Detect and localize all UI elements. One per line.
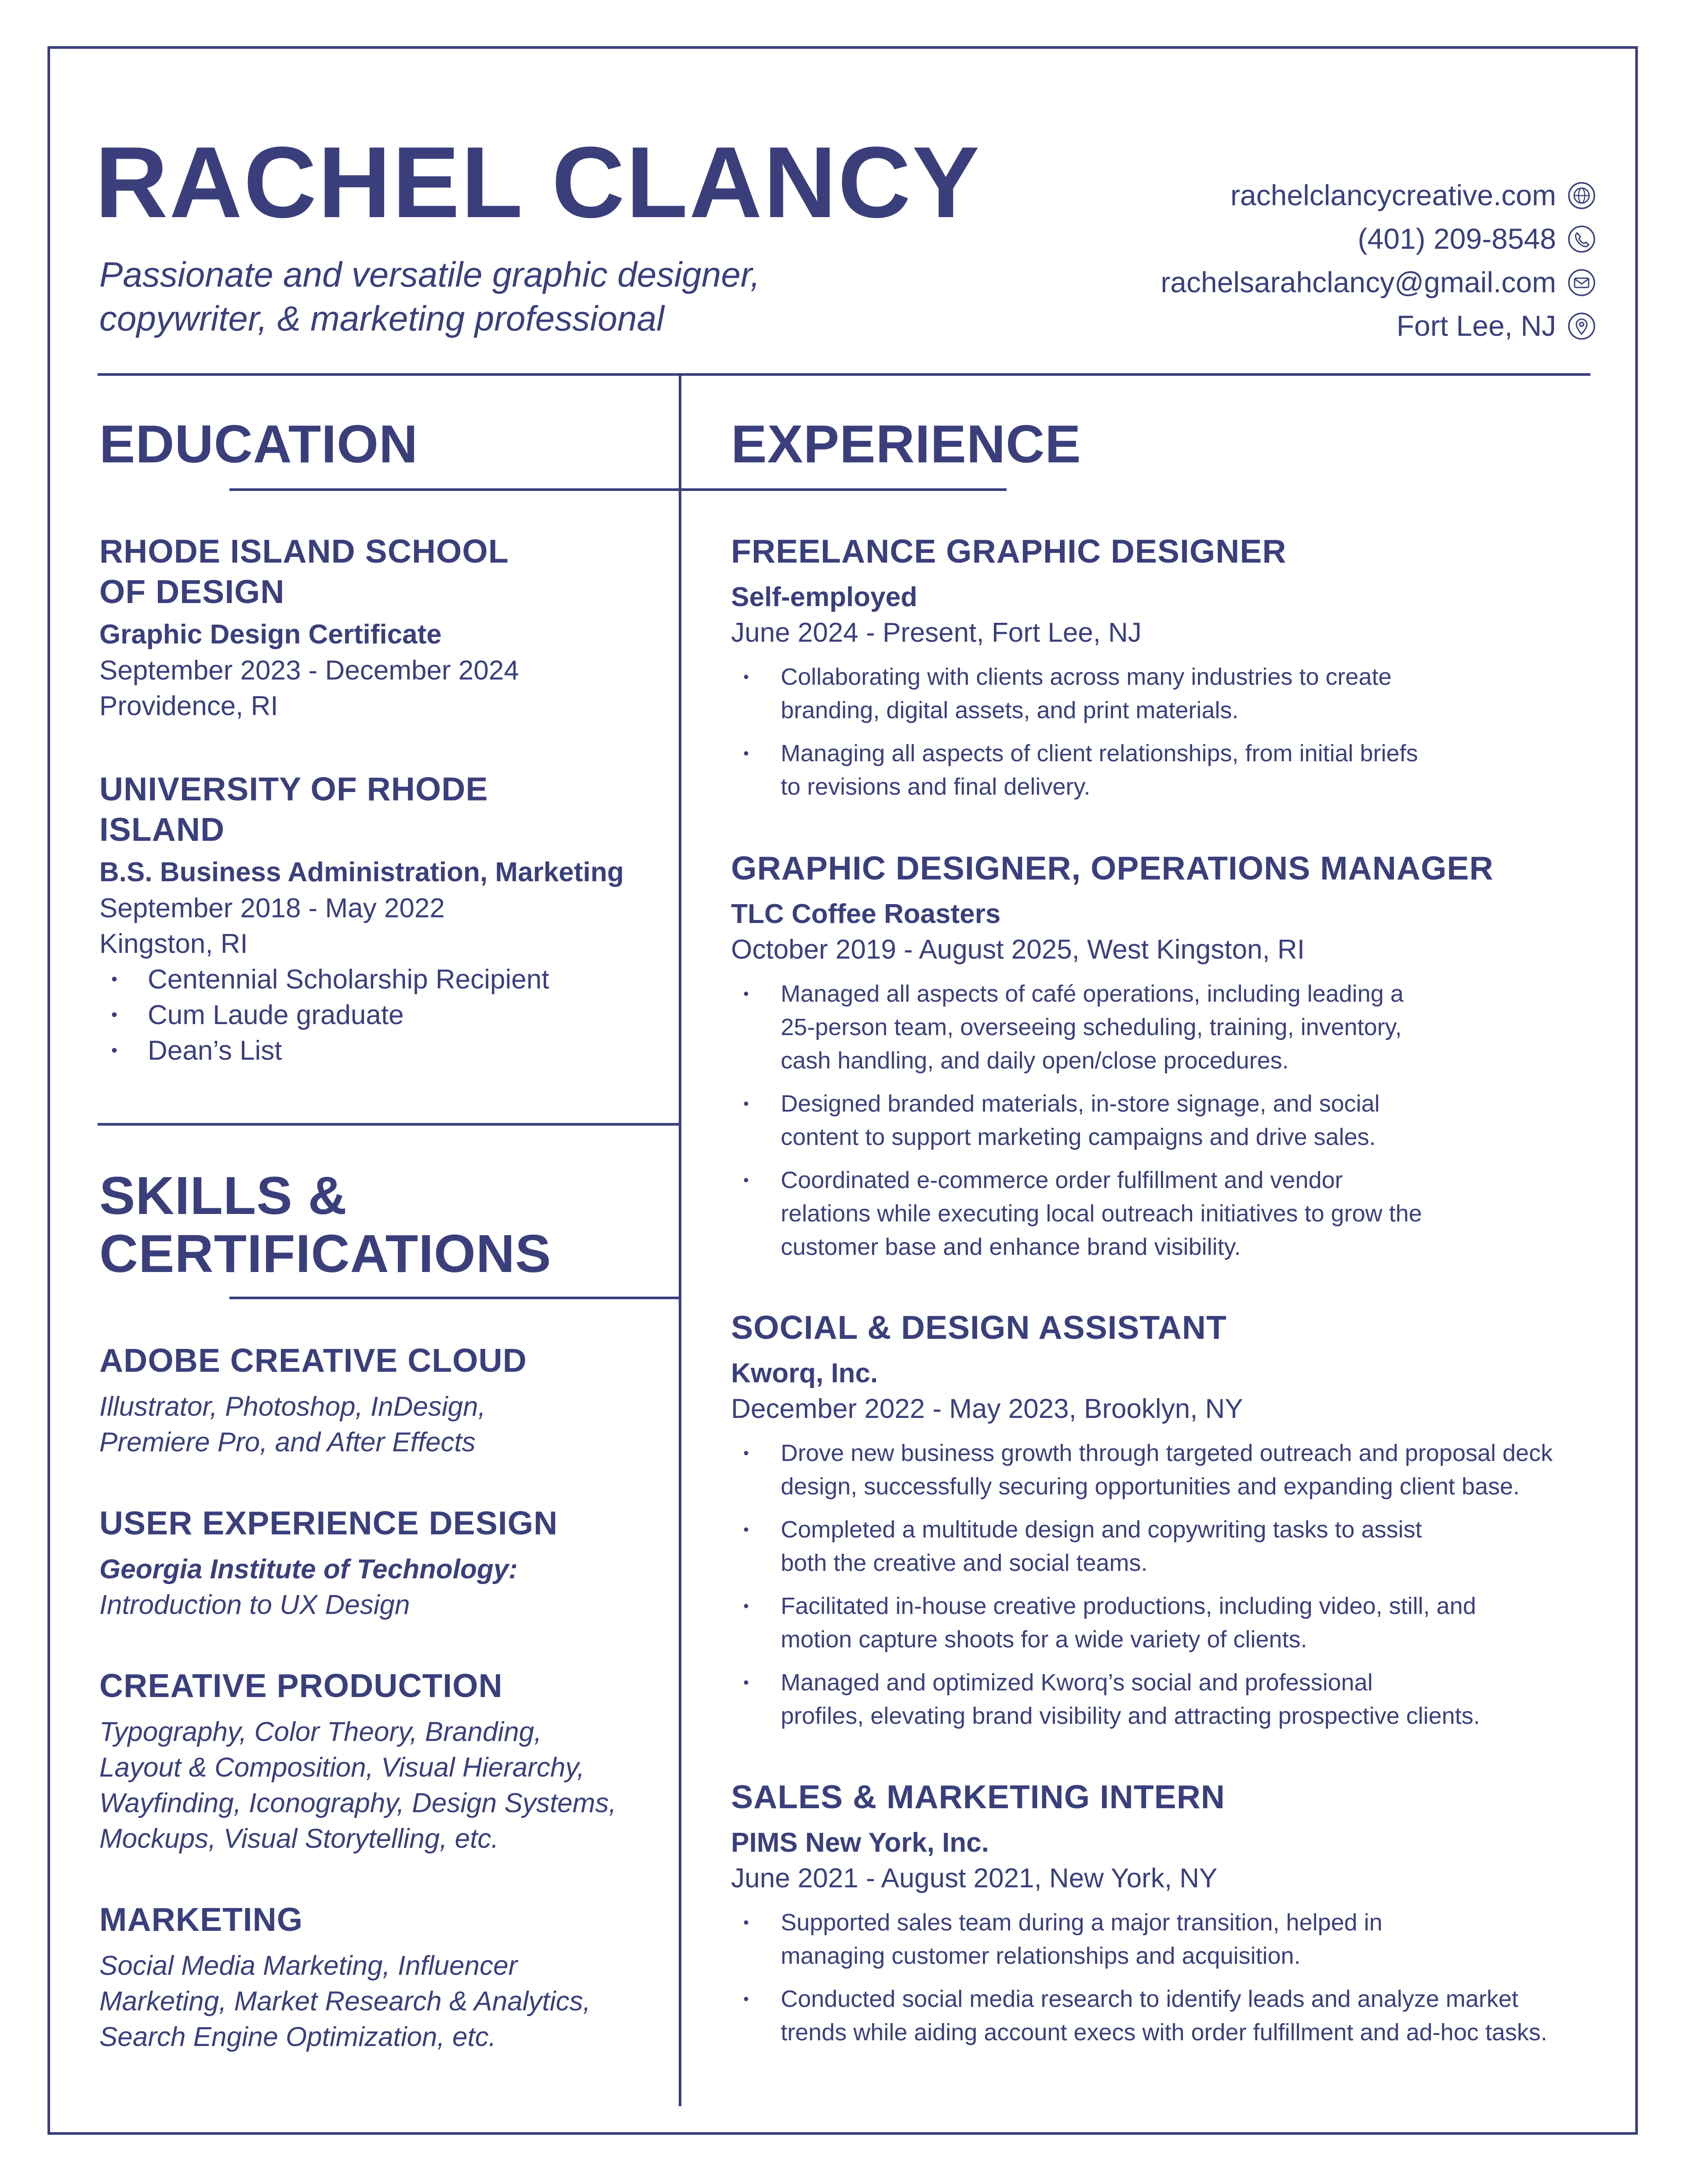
tagline-line: Passionate and versatile graphic designer, [99,255,760,294]
globe-icon [1568,182,1596,210]
list-item: • Dean’s List [111,1035,282,1066]
list-item: • Completed a multitude design and copywriting tasks to assist both the creative and social teams. [743,1516,1422,1577]
list-item: • Facilitated in-house creative productions, including video, still, and motion capture shoots for a wide variety of clients. [743,1593,1476,1653]
honor-text: Cum Laude graduate [148,999,404,1030]
list-item: • Cum Laude graduate [111,999,404,1030]
bullet-text: Supported sales team during a major transition, helped in managing customer relationships and acquisition. [781,1909,1382,1970]
job-bullets [731,1906,1610,2049]
education-entry [99,531,671,724]
phone-text[interactable]: (401) 209-8548 [1357,222,1556,255]
job-role: GRAPHIC DESIGNER, OPERATIONS MANAGER [731,850,1494,887]
job-role: SOCIAL & DESIGN ASSISTANT [731,1309,1227,1346]
list-item: • Supported sales team during a major transition, helped in managing customer relationships and acquisition. [743,1909,1382,1970]
skills-heading [99,1167,671,1283]
location-text: Fort Lee, NJ [1396,309,1556,342]
list-item: • Centennial Scholarship Recipient [111,964,549,995]
bullet-text: Managed and optimized Kworq’s social and professional profiles, elevating brand visibility and attracting prospective clients. [781,1669,1480,1730]
column-divider [679,374,681,2106]
contact-block [1160,174,1596,348]
mail-icon [1568,269,1596,297]
tagline [99,253,760,341]
skill-group [99,1503,671,1623]
skill-title: ADOBE CREATIVE CLOUD [99,1342,527,1379]
skill-line: Wayfinding, Iconography, Design Systems, [99,1788,617,1818]
skill-line: Social Media Marketing, Influencer [99,1950,518,1981]
honor-text: Dean’s List [148,1035,282,1066]
education-entry [99,769,671,1068]
skill-line: Layout & Composition, Visual Hierarchy, [99,1752,585,1783]
honors-list [98,962,671,1068]
job-role: FREELANCE GRAPHIC DESIGNER [731,533,1287,570]
bullet-text: Collaborating with clients across many industries to create branding, digital assets, and print materials. [781,664,1392,724]
contact-email[interactable] [1160,261,1596,304]
list-item: • Drove new business growth through targeted outreach and proposal deck design, successfully securing opportunities and expanding client base. [743,1440,1553,1500]
school-name: UNIVERSITY OF RHODE [99,770,488,807]
education-underline [229,488,680,491]
skill-title: USER EXPERIENCE DESIGN [99,1504,558,1541]
email-text[interactable]: rachelsarahclancy@gmail.com [1160,266,1556,298]
skills-heading-line: CERTIFICATIONS [99,1223,552,1283]
degree: B.S. Business Administration, Marketing [99,857,624,887]
job-meta: December 2022 - May 2023, Brooklyn, NY [731,1394,1243,1425]
bullet-text: Drove new business growth through targeted outreach and proposal deck design, successfully securing opportunities and expanding client base. [781,1440,1553,1500]
location-icon [1568,312,1596,340]
bullet-text: Designed branded materials, in-store signage, and social content to support marketing campaigns and drive sales. [781,1090,1380,1151]
job-meta: June 2021 - August 2021, New York, NY [731,1863,1218,1894]
location: Providence, RI [99,690,278,721]
experience-heading: EXPERIENCE [731,414,1081,474]
skill-line: Typography, Color Theory, Branding, [99,1716,542,1747]
skills-heading-line: SKILLS & [99,1166,347,1225]
list-item: • Managed all aspects of café operations, including leading a 25-person team, overseeing scheduling, training, inventory, cash handling, and daily open/close procedures. [743,981,1404,1074]
dates: September 2023 - December 2024 [99,655,519,686]
job-company: Self-employed [731,581,917,612]
list-item: • Managing all aspects of client relationships, from initial briefs to revisions and final delivery. [743,740,1418,800]
education-heading: EDUCATION [99,414,418,474]
bullet-text: Completed a multitude design and copywriting tasks to assist both the creative and social teams. [781,1516,1422,1577]
skill-line: Mockups, Visual Storytelling, etc. [99,1823,499,1854]
list-item: • Conducted social media research to identify leads and analyze market trends while aiding account execs with order fulfillment and ad-hoc tasks. [743,1986,1547,2046]
bullet-text: Managed all aspects of café operations, including leading a 25-person team, overseeing scheduling, training, inventory, cash handling, and daily open/close procedures. [781,981,1404,1074]
school-name: OF DESIGN [99,573,285,610]
job-meta: June 2024 - Present, Fort Lee, NJ [731,618,1142,648]
skills-top-divider [98,1123,680,1126]
bullet-text: Coordinated e-commerce order fulfillment and vendor relations while executing local outreach initiatives to grow the customer base and enhance brand visibility. [781,1167,1422,1261]
job-bullets [731,660,1610,803]
list-item: • Coordinated e-commerce order fulfillment and vendor relations while executing local outreach initiatives to grow the customer base and enhance brand visibility. [743,1167,1422,1261]
skill-title: MARKETING [99,1901,303,1938]
skill-group [99,1900,671,2055]
skill-group [99,1341,671,1460]
skill-line: Illustrator, Photoshop, InDesign, [99,1391,486,1422]
contact-website[interactable] [1160,174,1596,217]
skills-underline [229,1297,680,1299]
job-role: SALES & MARKETING INTERN [731,1778,1226,1815]
job-company: Kworq, Inc. [731,1358,878,1388]
contact-phone[interactable] [1160,217,1596,261]
header-divider [98,373,1590,376]
tagline-line: copywriter, & marketing professional [99,299,664,338]
contact-location [1160,304,1596,348]
bullet-text: Facilitated in-house creative productions, including video, still, and motion capture shoots for a wide variety of clients. [781,1593,1476,1653]
school-name: RHODE ISLAND SCHOOL [99,533,509,570]
skill-group [99,1666,671,1857]
skill-line: Marketing, Market Research & Analytics, [99,1986,591,2017]
skill-title: CREATIVE PRODUCTION [99,1667,503,1704]
skill-line: Search Engine Optimization, etc. [99,2021,496,2052]
phone-icon [1568,225,1596,253]
job-company: TLC Coffee Roasters [731,898,1001,929]
experience-underline [680,488,1007,491]
list-item: • Managed and optimized Kworq’s social and professional profiles, elevating brand visibility and attracting prospective clients. [743,1669,1480,1730]
degree: Graphic Design Certificate [99,619,442,650]
dates: September 2018 - May 2022 [99,893,445,923]
job-bullets [731,1436,1610,1733]
list-item: • Collaborating with clients across many industries to create branding, digital assets, and print materials. [743,664,1392,724]
job-entry [731,531,1610,813]
job-entry [731,1777,1610,2059]
job-entry [731,1308,1610,1742]
bullet-text: Conducted social media research to identify leads and analyze market trends while aiding account execs with order fulfillment and ad-hoc tasks. [781,1986,1547,2046]
website-text[interactable]: rachelclancycreative.com [1230,179,1556,211]
school-name: ISLAND [99,810,225,848]
job-company: PIMS New York, Inc. [731,1827,989,1858]
job-entry [731,848,1610,1273]
honor-text: Centennial Scholarship Recipient [148,964,549,995]
skill-institution: Georgia Institute of Technology: [99,1554,518,1584]
job-meta: October 2019 - August 2025, West Kingston, RI [731,934,1305,965]
job-bullets [731,977,1610,1264]
list-item: • Designed branded materials, in-store signage, and social content to support marketing campaigns and drive sales. [743,1090,1380,1151]
skill-line: Premiere Pro, and After Effects [99,1427,476,1457]
bullet-text: Managing all aspects of client relationships, from initial briefs to revisions and final delivery. [781,740,1418,800]
candidate-name: RACHEL CLANCY [95,126,981,239]
skill-line: Introduction to UX Design [99,1589,410,1620]
location: Kingston, RI [99,928,248,959]
